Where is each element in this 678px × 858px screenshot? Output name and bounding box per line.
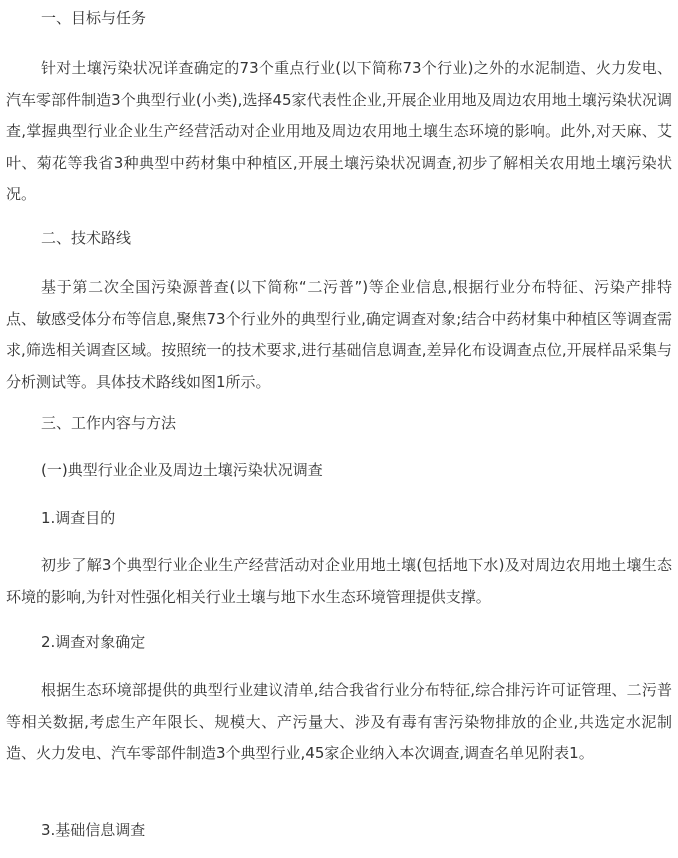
subsection-1-heading: (一)典型行业企业及周边土壤污染状况调查 [41, 461, 323, 479]
item-1-heading: 1.调查目的 [41, 509, 116, 527]
item-1-paragraph: 初步了解3个典型行业企业生产经营活动对企业用地土壤(包括地下水)及对周边农用地土壤生态环境的影响,为针对性强化相关行业土壤与地下水生态环境管理提供支撑。 [6, 556, 672, 606]
item-2-heading: 2.调查对象确定 [41, 633, 146, 651]
item-2-paragraph: 根据生态环境部提供的典型行业建议清单,结合我省行业分布特征,综合排污许可证管理、二污普等相关数据,考虑生产年限长、规模大、产污量大、涉及有毒有害污染物排放的企业,共选定水泥制造、火力发电、汽车零部件制造3个典型行业,45家企业纳入本次调查,调查名单见附表1。 [6, 681, 672, 762]
section-2-paragraph: 基于第二次全国污染源普查(以下简称“二污普”)等企业信息,根据行业分布特征、污染产排特点、敏感受体分布等信息,聚焦73个行业外的典型行业,确定调查对象;结合中药材集中种植区等调查需求,筛选相关调查区域。按照统一的技术要求,进行基础信息调查,差异化布设调查点位,开展样品采集与分析测试等。具体技术路线如图1所示。 [6, 278, 672, 391]
item-3-heading: 3.基础信息调查 [41, 821, 146, 839]
section-3-heading: 三、工作内容与方法 [41, 414, 177, 432]
section-1-paragraph: 针对土壤污染状况详查确定的73个重点行业(以下简称73个行业)之外的水泥制造、火力发电、汽车零部件制造3个典型行业(小类),选择45家代表性企业,开展企业用地及周边农用地土壤污染状况调查,掌握典型行业企业生产经营活动对企业用地及周边农用地土壤生态环境的影响。此外,对天麻、艾叶、菊花等我省3种典型中药材集中种植区,开展土壤污染状况调查,初步了解相关农用地土壤污染状况。 [6, 59, 672, 203]
section-2-heading: 二、技术路线 [41, 229, 132, 247]
section-1-heading: 一、目标与任务 [41, 9, 147, 27]
